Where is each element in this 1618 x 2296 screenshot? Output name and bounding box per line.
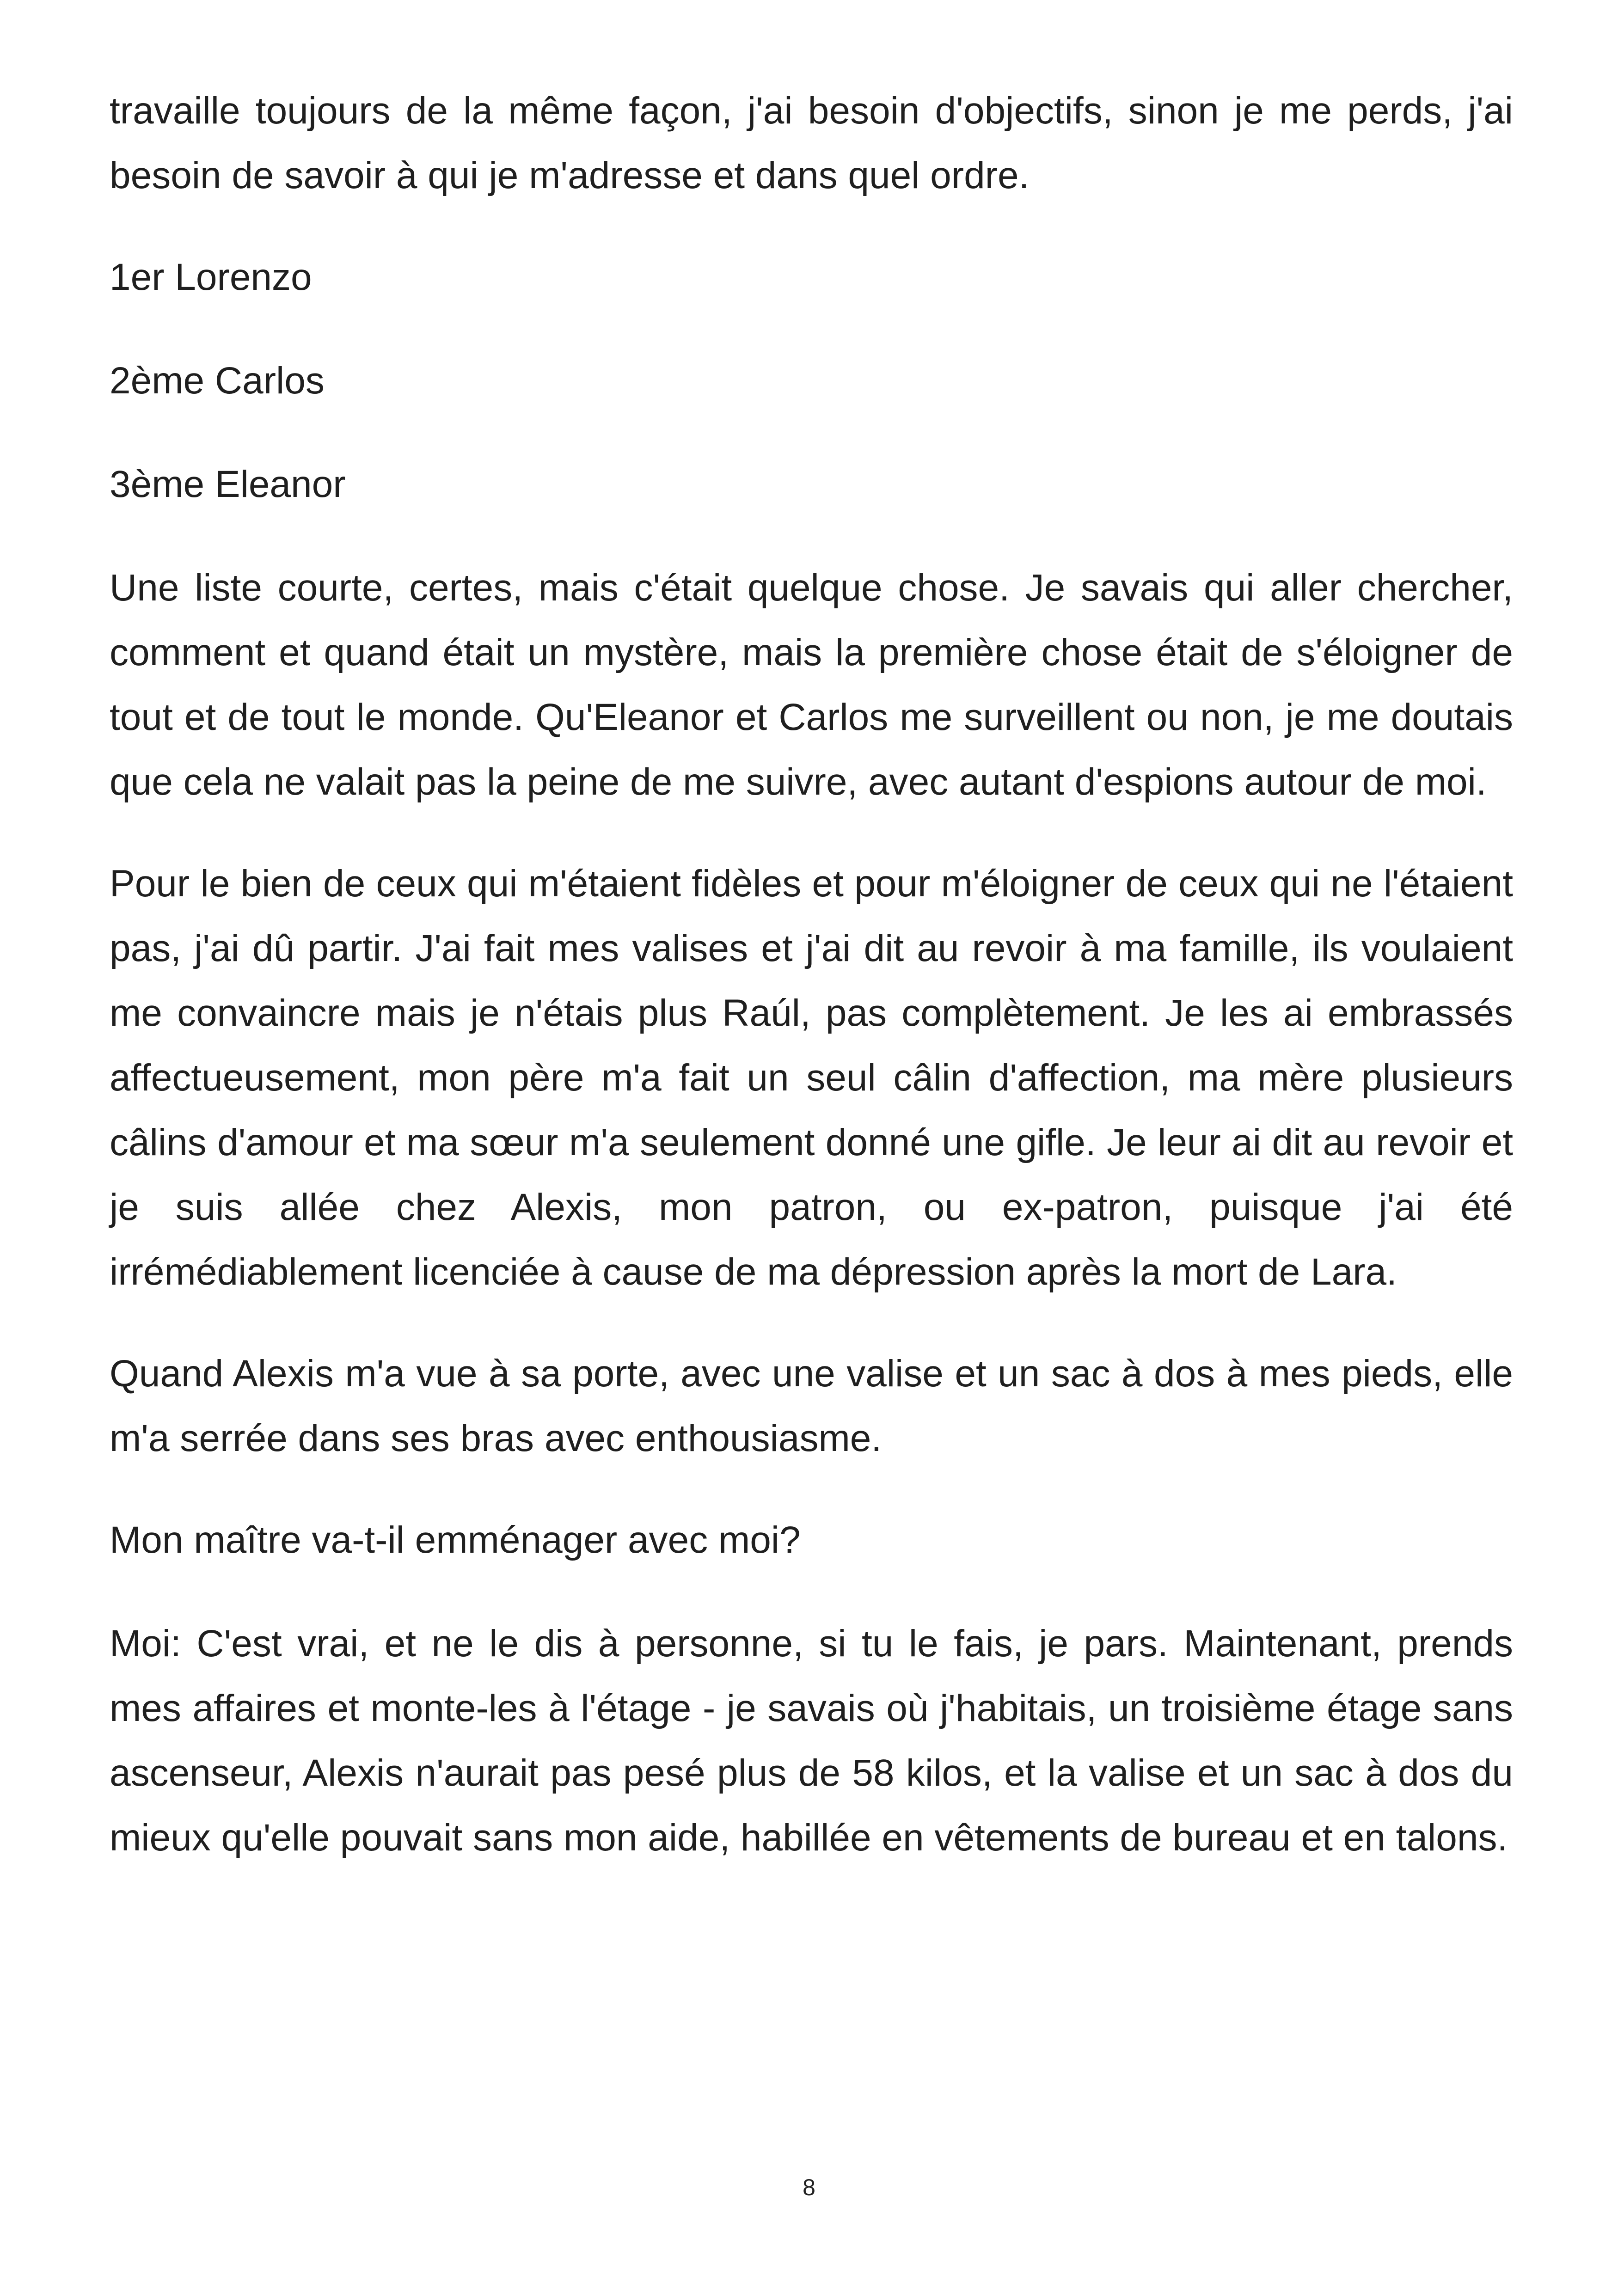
dialogue-question: Mon maître va-t-il emménager avec moi? [110,1519,801,1561]
paragraph-5: Moi: C'est vrai, et ne le dis à personne, si tu le fais, je pars. Maintenant, prends mes affaires et monte-les à l'étage - je savais où j'habitais, un troisième étage sans ascenseur, Alexis n'aurait pas pesé plus de 58 kilos, et la valise et un sac à dos du mieux qu'elle pouvait sans mon aide, habillée en vêtements de bureau et en talons. [110,1623,1513,1859]
paragraph-1: travaille toujours de la même façon, j'ai besoin d'objectifs, sinon je me perds, j'ai besoin de savoir à qui je m'adresse et dans quel ordre. [110,90,1513,196]
page-number: 8 [803,2174,815,2200]
paragraph-2: Une liste courte, certes, mais c'était quelque chose. Je savais qui aller chercher, comment et quand était un mystère, mais la première chose était de s'éloigner de tout et de tout le monde. Qu'Eleanor et Carlos me surveillent ou non, je me doutais que cela ne valait pas la peine de me suivre, avec autant d'espions autour de moi. [110,567,1513,803]
page-body [110,79,1513,1907]
paragraph-3: Pour le bien de ceux qui m'étaient fidèles et pour m'éloigner de ceux qui ne l'étaient pas, j'ai dû partir. J'ai fait mes valises et j'ai dit au revoir à ma famille, ils voulaient me convaincre mais je n'étais plus Raúl, pas complètement. Je les ai embrassés affectueusement, mon père m'a fait un seul câlin d'affection, ma mère plusieurs câlins d'amour et ma sœur m'a seulement donné une gifle. Je leur ai dit au revoir et je suis allée chez Alexis, mon patron, ou ex-patron, puisque j'ai été irrémédiablement licenciée à cause de ma dépression après la mort de Lara. [110,863,1513,1293]
list-item-carlos: 2ème Carlos [110,360,325,402]
list-item-eleanor: 3ème Eleanor [110,463,346,505]
paragraph-4: Quand Alexis m'a vue à sa porte, avec une valise et un sac à dos à mes pieds, elle m'a serrée dans ses bras avec enthousiasme. [110,1353,1513,1459]
list-item-lorenzo: 1er Lorenzo [110,256,312,298]
